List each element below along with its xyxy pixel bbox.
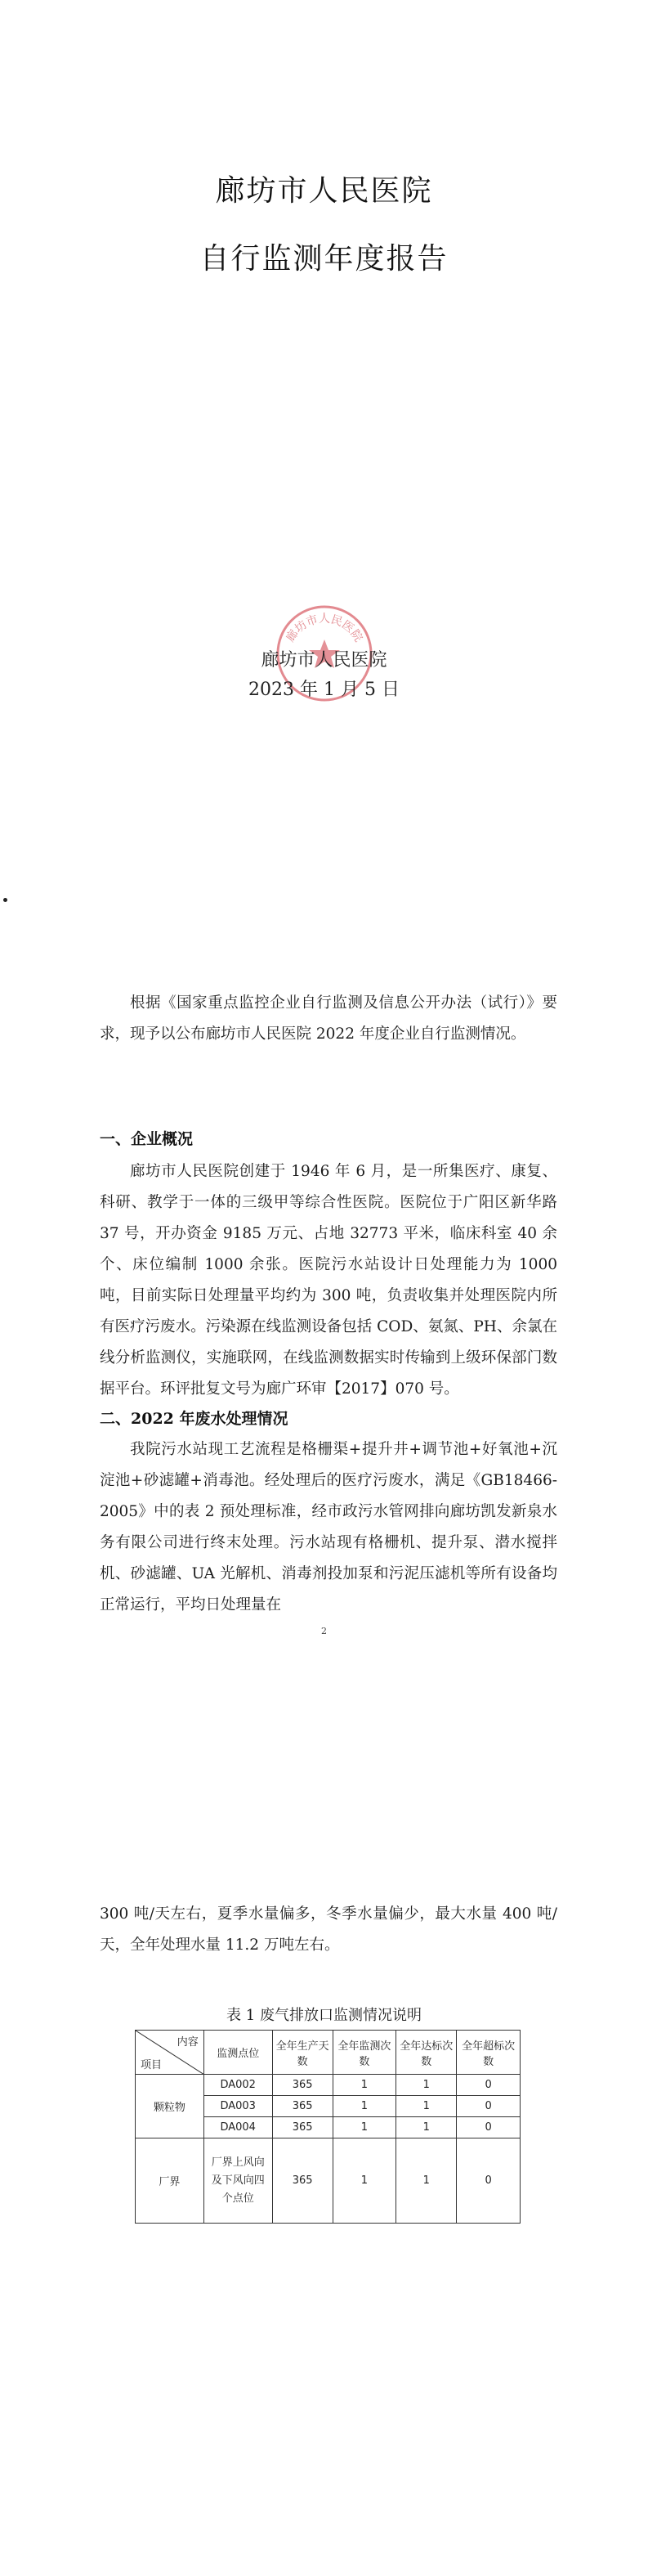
- header-cell: 全年生产天数: [272, 2031, 333, 2075]
- corner-top-label: 内容: [177, 2036, 199, 2049]
- table-cell: 1: [333, 2117, 396, 2138]
- table-cell: 365: [272, 2138, 333, 2224]
- table-cell: 0: [457, 2138, 521, 2224]
- table-cell: DA002: [203, 2075, 272, 2096]
- section2-heading: 二、2022 年废水处理情况: [100, 1410, 288, 1428]
- page-number: 2: [321, 1626, 327, 1636]
- cover-organization: 廊坊市人民医院: [261, 650, 387, 671]
- table-cell: DA004: [203, 2117, 272, 2138]
- table-cell: 1: [396, 2138, 457, 2224]
- table-cell: DA003: [203, 2096, 272, 2117]
- svg-text:廊坊市人民医院: 廊坊市人民医院: [284, 613, 365, 645]
- table-cell: 1: [396, 2117, 457, 2138]
- table-cell: 0: [457, 2117, 521, 2138]
- table-cell: 0: [457, 2096, 521, 2117]
- header-cell: 全年监测次数: [333, 2031, 396, 2075]
- table-cell: 1: [333, 2096, 396, 2117]
- table-cell: 1: [333, 2138, 396, 2224]
- section2-body: 我院污水站现工艺流程是格栅渠+提升井+调节池+好氧池+沉淀池+砂滤罐+消毒池。经处理后的医疗污废水，满足《GB18466-2005》中的表 2 预处理标准，经市政污水管网排向廊坊凯发新泉水务有限公司进行终末处理。污水站现有格栅机、提升泵、潜水搅拌机、砂滤罐、UA 光解机、消毒剂投加泵和污泥压滤机等所有设备均正常运行，平均日处理量在: [100, 1441, 557, 1613]
- table-row: [136, 2075, 521, 2096]
- corner-header-cell: [136, 2031, 204, 2075]
- item-cell: 颗粒物: [136, 2075, 204, 2138]
- table-cell: 1: [396, 2096, 457, 2117]
- item-cell: 厂界: [136, 2138, 204, 2224]
- cover-date: 2023 年 1 月 5 日: [248, 680, 400, 700]
- report-title-line2: 自行监测年度报告: [199, 242, 449, 276]
- table-cell: 1: [333, 2075, 396, 2096]
- table-header-row: [136, 2031, 521, 2075]
- table-caption: 表 1 废气排放口监测情况说明: [226, 2007, 422, 2024]
- intro-paragraph: 根据《国家重点监控企业自行监测及信息公开办法（试行）》要求，现予以公布廊坊市人民医院 2022 年度企业自行监测情况。: [100, 994, 557, 1043]
- section1-heading: 一、企业概况: [100, 1130, 194, 1148]
- table-cell: 1: [396, 2075, 457, 2096]
- section2-continued: 300 吨/天左右，夏季水量偏多，冬季水量偏少，最大水量 400 吨/天，全年处理水量 11.2 万吨左右。: [100, 1905, 557, 1954]
- report-title-line1: 廊坊市人民医院: [215, 174, 433, 208]
- table-cell: 365: [272, 2096, 333, 2117]
- header-cell: 监测点位: [203, 2031, 272, 2075]
- header-cell: 全年达标次数: [396, 2031, 457, 2075]
- table-cell: 厂界上风向及下风向四个点位: [203, 2138, 272, 2224]
- corner-bottom-label: 项目: [141, 2059, 163, 2071]
- table-cell: 365: [272, 2075, 333, 2096]
- table-cell: 365: [272, 2117, 333, 2138]
- table-cell: 0: [457, 2075, 521, 2096]
- monitor-table: [135, 2030, 521, 2224]
- section1-body: 廊坊市人民医院创建于 1946 年 6 月，是一所集医疗、康复、科研、教学于一体的三级甲等综合性医院。医院位于广阳区新华路 37 号，开办资金 9185 万元、占地 32773 平米，临床科室 40 余个、床位编制 1000 余张。医院污水站设计日处理能力为 1000 吨，目前实际日处理量平均约为 300 吨，负责收集并处理医院内所有医疗污废水。污染源在线监测设备包括 COD、氨氮、PH、余氯在线分析监测仪，实施联网，在线监测数据实时传输到上级环保部门数据平台。环评批复文号为廊广环审【2017】070 号。: [100, 1163, 557, 1398]
- margin-mark: [3, 898, 7, 902]
- table-row: [136, 2138, 521, 2224]
- header-cell: 全年超标次数: [457, 2031, 521, 2075]
